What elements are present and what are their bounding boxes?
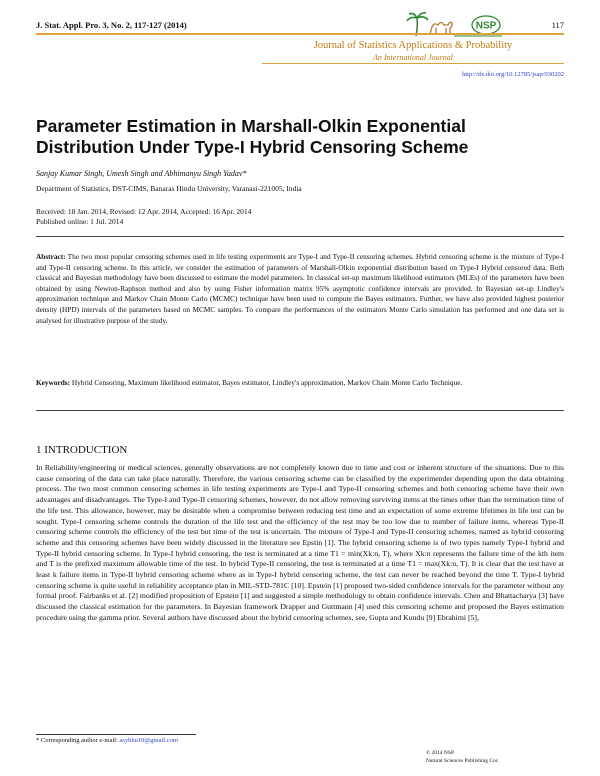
abstract <box>36 252 564 326</box>
email-link[interactable]: asybhu10@gmail.com <box>119 737 178 744</box>
authors: Sanjay Kumar Singh, Umesh Singh and Abhimanyu Singh Yadav* <box>36 169 247 178</box>
keywords-text: Hybrid Censoring, Maximum likelihood estimator, Bayes estimator, Lindley's approximation, Markov Chain Monte Carlo Technique. <box>70 378 463 387</box>
doi-link[interactable]: http://dx.doi.org/10.12785/jsap/030202 <box>462 71 564 78</box>
abstract-top-rule <box>36 236 564 237</box>
published-date: Published online: 1 Jul. 2014 <box>36 217 124 226</box>
article-title: Parameter Estimation in Marshall-Olkin Exponential Distribution Under Type-I Hybrid Censoring Scheme <box>36 116 469 157</box>
keywords-label: Keywords: <box>36 378 71 387</box>
keywords <box>36 378 564 389</box>
publisher: Natural Sciences Publishing Cor. <box>426 758 499 764</box>
affiliation: Department of Statistics, DST-CIMS, Banaras Hindu University, Varanasi-221005, India <box>36 184 302 193</box>
footnote-rule <box>36 734 196 735</box>
page-number: 117 <box>551 20 564 30</box>
abstract-bottom-rule <box>36 410 564 411</box>
journal-rule <box>262 63 564 64</box>
copyright: © 2014 NSP <box>426 750 455 756</box>
journal-name: Journal of Statistics Applications & Probability <box>313 40 513 51</box>
abstract-text: The two most popular censoring schemes used in life testing experiments are Type-I and Type-II censoring schemes. Hybrid censoring scheme is the mixture of Type-I and Type-II censoring scheme. In this article, we consider the estimation of parameters of Marshall-Olkin exponential distribution based on Type-I Hybrid censored data. Both classical and Bayesian methodology have been discussed to estimate the model parameters. In classical set-up maximum likelihood estimators (MLEs) of the parameters have been obtained by using Newton-Raphson method and also by using Fisher information matrix 95% asymptotic confidence intervals are provided. In Bayesian set-up Lindley's approximation technique and Markov Chain Monte Carlo (MCMC) technique have been used to compute the Bayes estimators. Further, we have also provided highest posterior density (HPD) intervals of the parameters based on MCMC samples. To compare the performances of the estimators Monte Carlo simulation has performed and one data set is analysed for illustrative purpose of the study. <box>36 252 564 325</box>
received-dates: Received: 18 Jan. 2014, Revised: 12 Apr. 2014, Accepted: 16 Apr. 2014 <box>36 207 252 216</box>
abstract-label: Abstract: <box>36 252 66 261</box>
footnote <box>36 737 178 744</box>
journal-subtitle: An International Journal <box>373 53 453 62</box>
logo-text: NSP <box>475 20 497 32</box>
body-paragraph: In Reliability/engineering or medical sciences, generally observations are not completely known due to time and cost or inherent structure of the situations. Due to this cause censoring of the data can take place naturally. Therefore, the various censoring scheme can be classified by the experimender depending upon the data obtaining process. The two most common censoring schemes in life testing experiments are Type-I and Type-II censoring schemes and both censoring scheme have their own advantages and disadvantages. The Type-I and Type-II censoring schemes, however, do not allow removing surviving items at the times other than the termination time of the life test. This allowance, however, may be desirable when a compromise between reducing test time and an expectation of some extreme lifetimes in life test can be sought. Type-I censoring scheme controls the duration of the life test and the efficiency of the test may be too low due to number of failure items, whereas Type-II censoring scheme controls the efficiency of the test but time of the test is uncertain. The mixture of Type-I and Type-II censoring schemes, named as hybrid censoring scheme and this censoring schemes have been widely discussed in the literature see Epstin [1]. The hybrid censoring scheme is of two types namely Type-I hybrid and Type-II hybrid censoring scheme. In Type-I hybrid censoring, the test is terminated at a time T1 = min(Xk:n, T), where Xk:n represents the failure time of the kth item and T is the prefixed maximum allowable time of the test. In hybrid Type-II censoring, the test is terminated at a time T1 = max(Xk:n, T). It is clear that the test have at least k failure items in Type-II hybrid censoring scheme where as in Type-I hybrid censoring scheme, the test can never be reached beyond the time T. Type-I hybrid censoring scheme is quite useful in reliability acceptance plan in MIL-STD-781C [10]. Epstein [1] proposed two-sided confidence intervals for the parameter without any formal proof. Fairbanks et al. [2] modified proposition of Epstein [1] and suggested a simple methodology to obtain confidence intervals. Chen and Bhattacharya [3] have discussed the classical estimation for the parameters. In Bayesian framework Drapper and Guttmann [4] used this censoring scheme and proposed the Bayes estimation procedure using the gamma prior. Several authors have discussed about the hybrid censoring schemes, see, Gupta and Kundu [9] Ebrahimi [5], <box>36 463 564 622</box>
header-rule <box>36 33 564 35</box>
section-heading: 1 INTRODUCTION <box>36 444 128 456</box>
footnote-label: * Corresponding author e-mail: <box>36 737 120 744</box>
running-head: J. Stat. Appl. Pro. 3, No. 2, 117-127 (2014) <box>36 20 187 30</box>
